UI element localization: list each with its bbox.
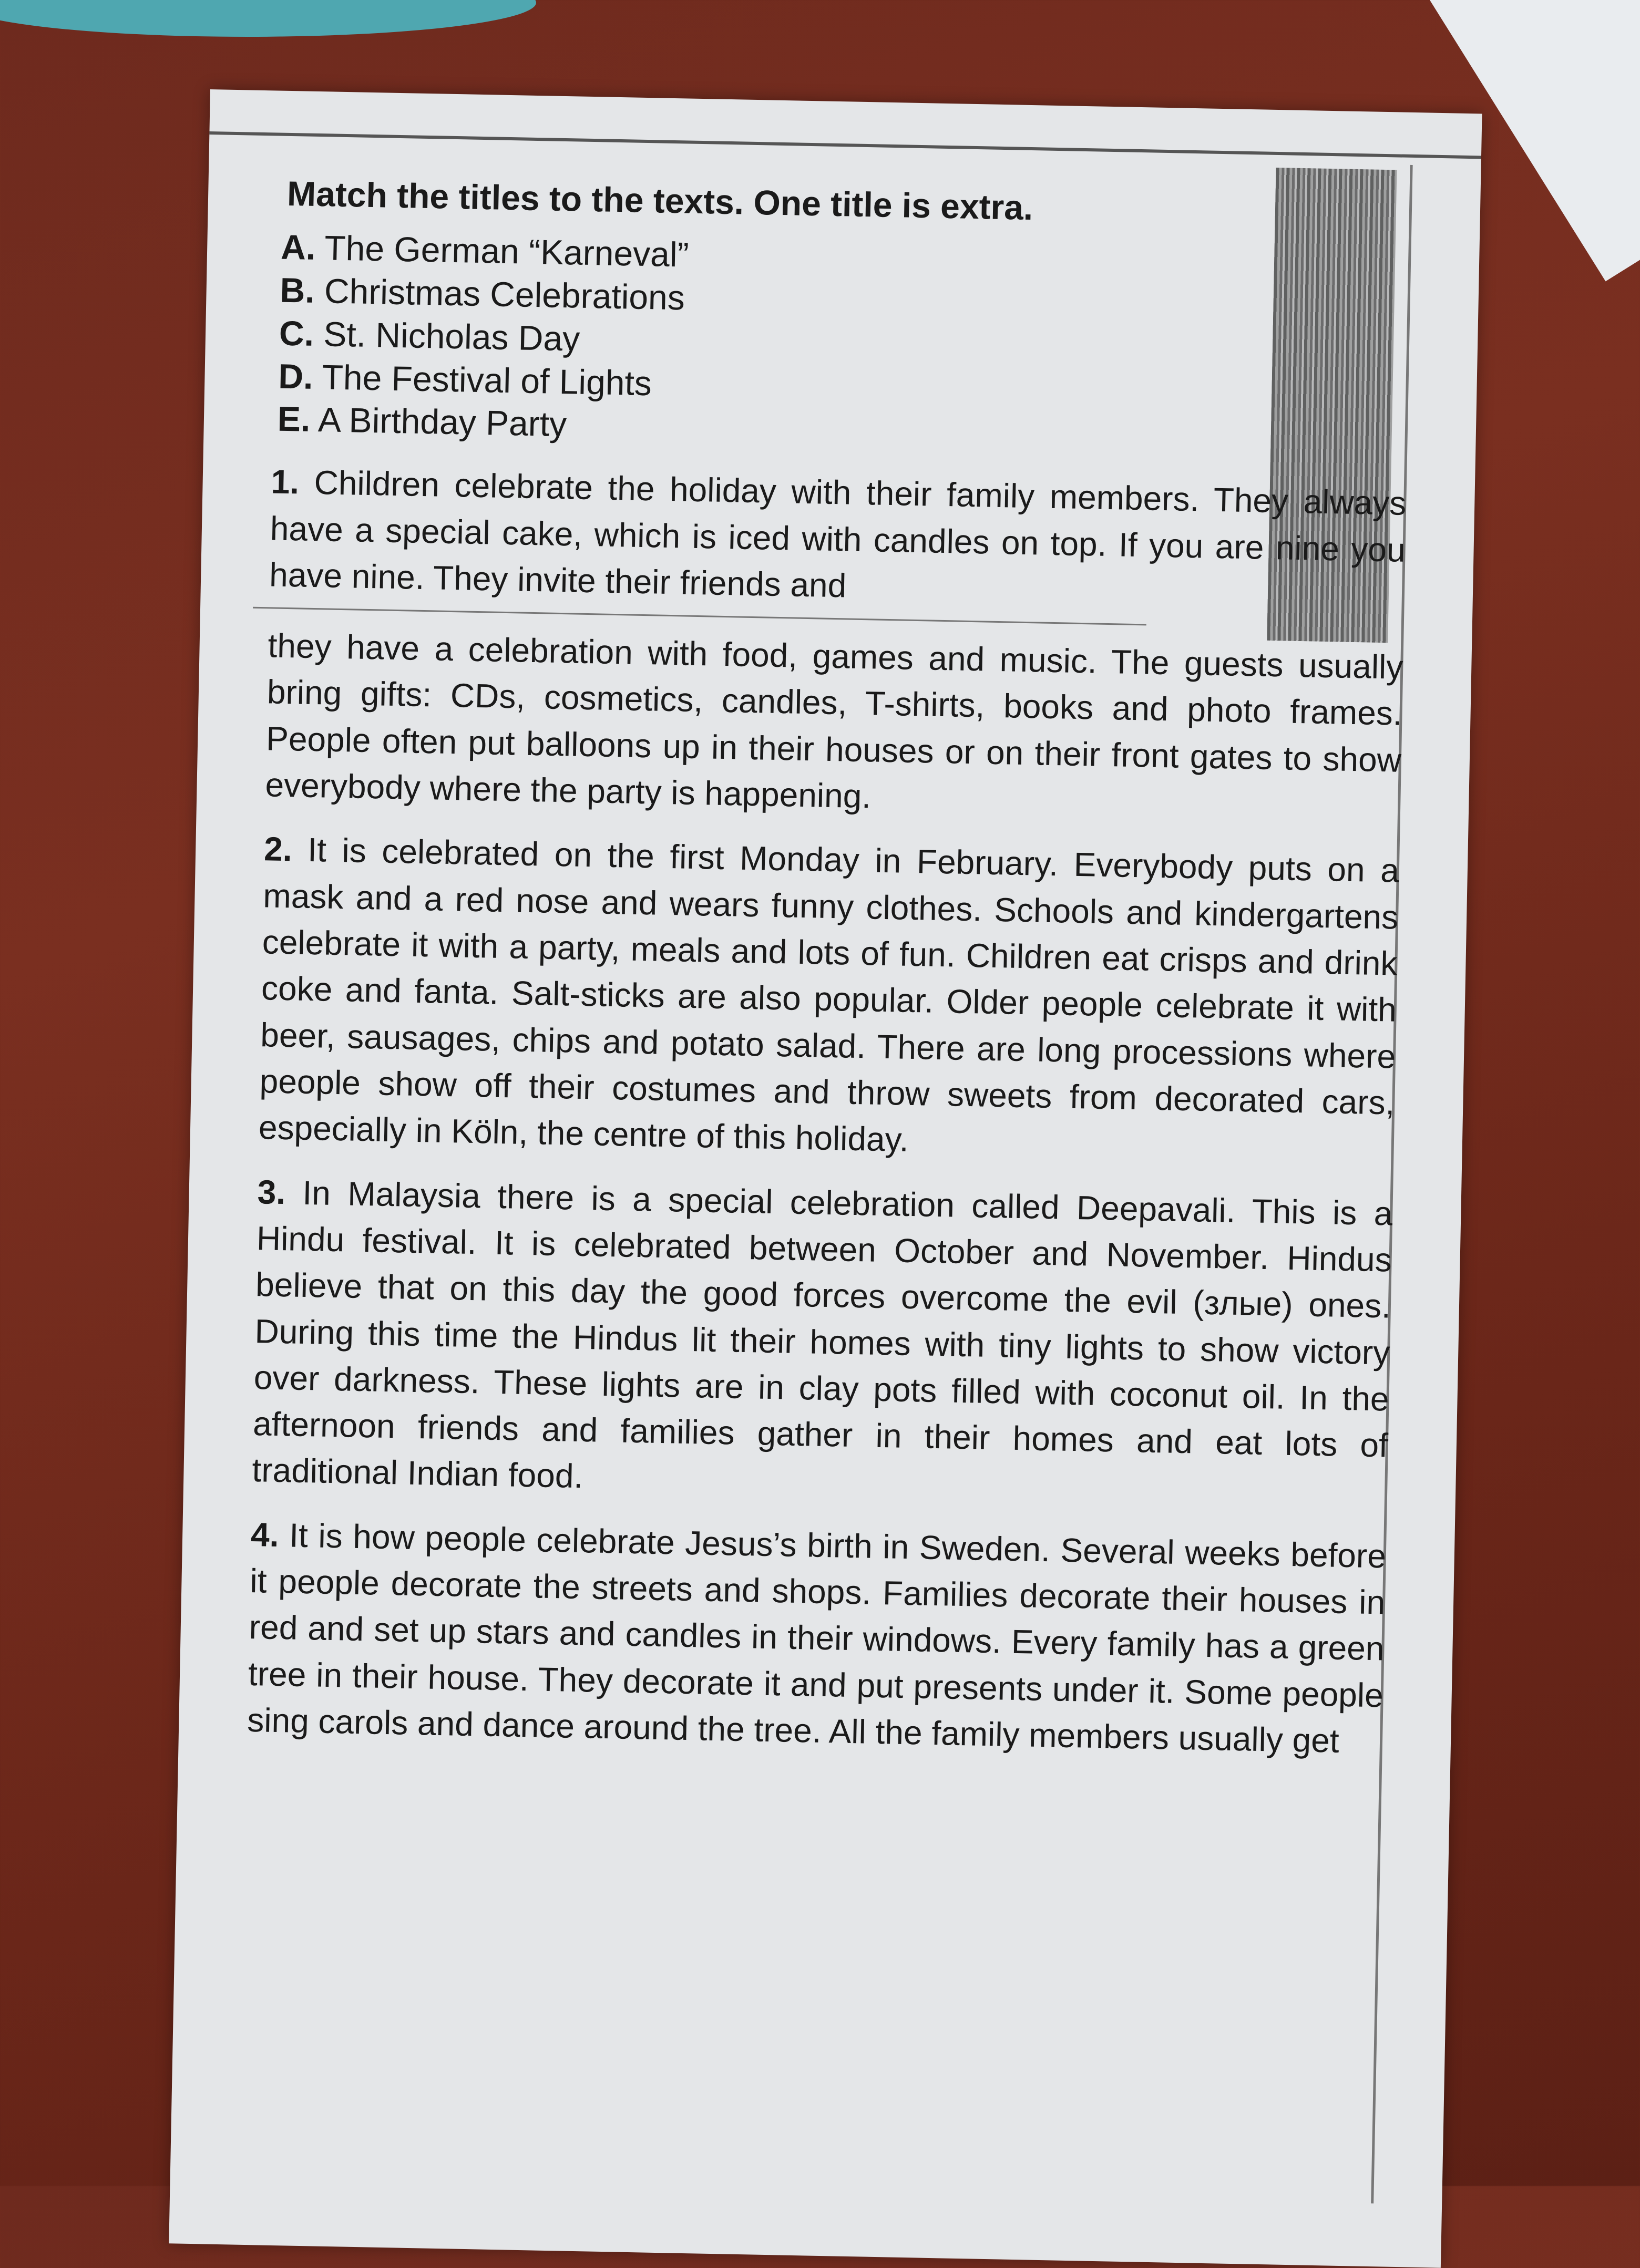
text-body: Children celebrate the holiday with their family members. They always have a special cake, which is iced with candles on top. If you are nine you have nine. They invite their friends and — [269, 463, 1407, 605]
background-object — [0, 0, 536, 37]
worksheet-page — [169, 89, 1482, 2268]
option-text: Christmas Celebrations — [324, 271, 685, 317]
text-2 — [258, 826, 1399, 1173]
option-text: St. Nicholas Day — [323, 314, 580, 358]
text-body: It is celebrated on the first Monday in February. Everybody puts on a mask and a red nose and wears funny clothes. Schools and kindergartens celebrate it with a party, meals and lots of fun. Children eat crisps and drink coke and fanta. Salt-sticks are also popular. Older people celebrate it with beer, sausages, chips and potato salad. There are long processions where people show off their costumes and throw sweets from decorated cars, especially in Köln, the centre of this holiday. — [258, 831, 1400, 1159]
text-number: 2. — [263, 830, 293, 869]
text-4 — [247, 1511, 1387, 1765]
text-body: In Malaysia there is a special celebration called Deepavali. This is a Hindu festival. It is celebrated between October and November. Hindus believe that on this day the good forces overcome the evil (злые) ones. During this time the Hindus lit their homes with tiny lights to show victory over darkness. These lights are in clay pots filled with coconut oil. In the afternoon friends and families gather in their homes and eat lots of traditional Indian food. — [251, 1173, 1393, 1496]
text-number: 1. — [270, 462, 300, 501]
text-body: It is how people celebrate Jesus’s birth in Sweden. Several weeks before it people decorate the streets and shops. Families decorate their houses in red and set up stars and candles in their windows. Every family has a green tree in their house. They decorate it and put presents under it. Some people sing carols and dance around the tree. All the family members usually get — [247, 1516, 1387, 1760]
option-text: The German “Karneval” — [324, 228, 690, 274]
option-letter: A. — [280, 227, 316, 267]
option-letter: D. — [278, 356, 314, 396]
option-text: The Festival of Lights — [321, 357, 652, 403]
task-instruction: Match the titles to the texts. One title is extra. — [286, 173, 1034, 228]
option-letter: E. — [277, 399, 311, 439]
option-letter: C. — [279, 313, 314, 353]
option-text: A Birthday Party — [317, 400, 567, 444]
top-rule — [209, 131, 1481, 159]
text-body: they have a celebration with food, games and music. The guests usually bring gifts: CDs, cosmetics, candles, T-shirts, books and photo frames. People often put balloons up in their houses or on their front gates to show everybody where the party is happening. — [264, 626, 1403, 816]
worksheet-content — [247, 169, 1412, 1765]
text-3 — [252, 1169, 1393, 1516]
text-1-continued — [265, 622, 1403, 830]
text-1 — [269, 459, 1407, 620]
option-letter: B. — [279, 270, 315, 310]
text-number: 3. — [257, 1172, 286, 1211]
text-number: 4. — [250, 1515, 280, 1554]
